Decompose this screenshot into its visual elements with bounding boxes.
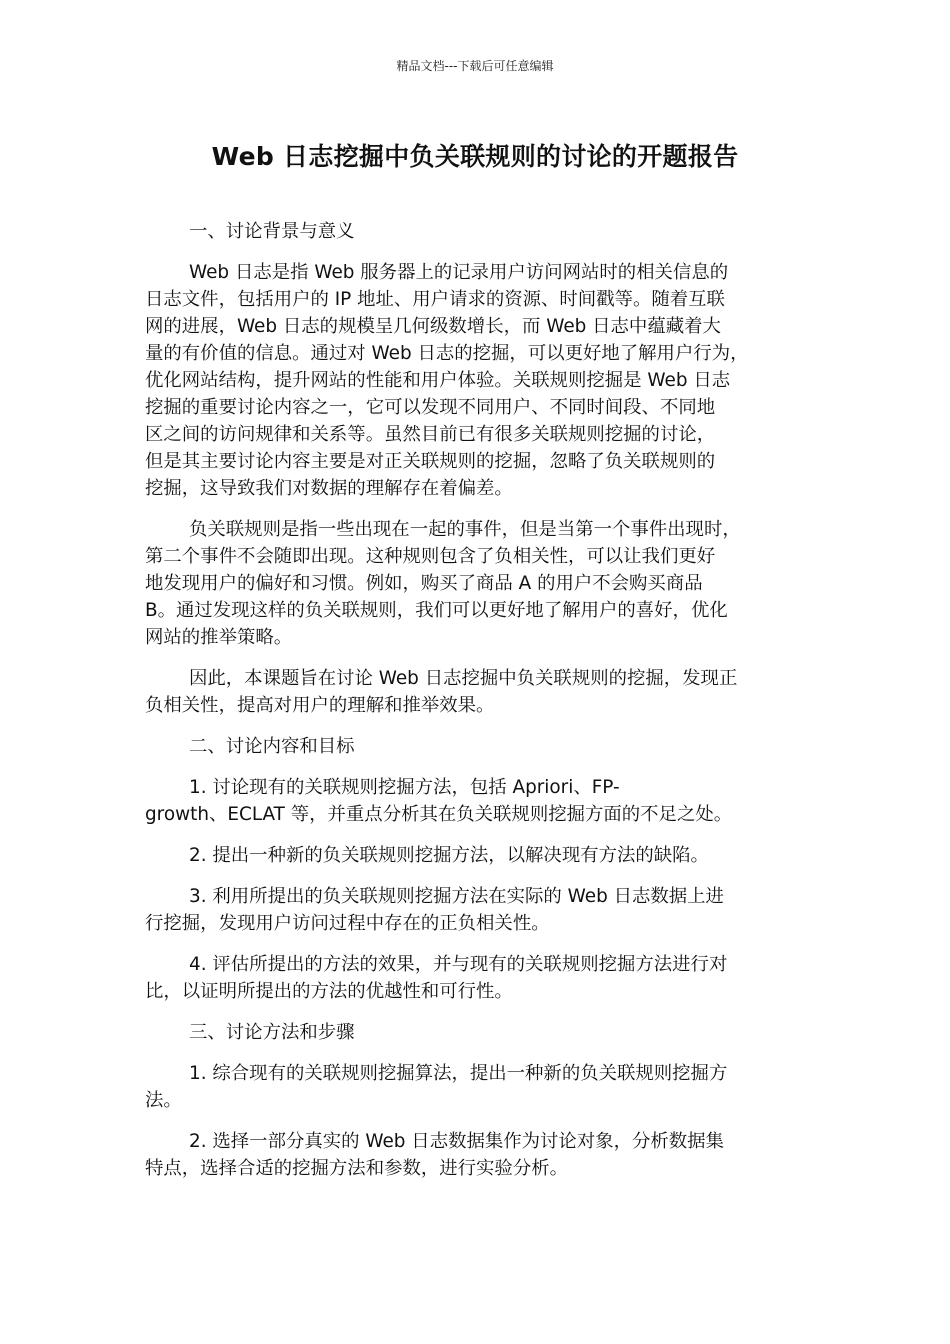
text-line: 3. 利用所提出的负关联规则挖掘方法在实际的 Web 日志数据上进 [189, 886, 724, 907]
text-line: 负相关性，提高对用户的理解和推举效果。 [145, 695, 495, 716]
paragraph [145, 774, 810, 828]
text-line: 量的有价值的信息。通过对 Web 日志的挖掘，可以更好地了解用户行为， [145, 343, 749, 364]
paragraph [145, 259, 810, 502]
text-line: 特点，选择合适的挖掘方法和参数，进行实验分析。 [145, 1158, 568, 1179]
text-line: 比，以证明所提出的方法的优越性和可行性。 [145, 981, 513, 1002]
text-line: 优化网站结构，提升网站的性能和用户体验。关联规则挖掘是 Web 日志 [145, 370, 731, 391]
text-line: 地发现用户的偏好和习惯。例如，购买了商品 A 的用户不会购买商品 [145, 573, 703, 594]
paragraph [145, 1019, 810, 1046]
text-line: 一、讨论背景与意义 [189, 221, 355, 242]
paragraph [145, 665, 810, 719]
text-line: B。通过发现这样的负关联规则，我们可以更好地了解用户的喜好，优化 [145, 600, 728, 621]
text-line: Web 日志是指 Web 服务器上的记录用户访问网站时的相关信息的 [189, 262, 729, 283]
text-line: 负关联规则是指一些出现在一起的事件，但是当第一个事件出现时， [189, 519, 741, 540]
paragraph [145, 1128, 810, 1182]
text-line: 挖掘的重要讨论内容之一，它可以发现不同用户、不同时间段、不同地 [145, 397, 716, 418]
text-line: 法。 [145, 1090, 182, 1111]
paragraph [145, 842, 810, 869]
text-line: 二、讨论内容和目标 [189, 736, 355, 757]
text-line: 但是其主要讨论内容主要是对正关联规则的挖掘，忽略了负关联规则的 [145, 451, 716, 472]
text-line: 2. 提出一种新的负关联规则挖掘方法，以解决现有方法的缺陷。 [189, 845, 709, 866]
text-line: 1. 综合现有的关联规则挖掘算法，提出一种新的负关联规则挖掘方 [189, 1063, 728, 1084]
text-line: 2. 选择一部分真实的 Web 日志数据集作为讨论对象，分析数据集 [189, 1131, 724, 1152]
paragraph [145, 1060, 810, 1114]
text-line: 1. 讨论现有的关联规则挖掘方法，包括 Apriori、FP- [189, 777, 620, 798]
text-line: 区之间的访问规律和关系等。虽然目前已有很多关联规则挖掘的讨论， [145, 424, 716, 445]
document-body [145, 218, 810, 1196]
text-line: 三、讨论方法和步骤 [189, 1022, 355, 1043]
text-line: 第二个事件不会随即出现。这种规则包含了负相关性，可以让我们更好 [145, 546, 716, 567]
paragraph [145, 883, 810, 937]
text-line: growth、ECLAT 等，并重点分析其在负关联规则挖掘方面的不足之处。 [145, 804, 733, 825]
text-line: 网的进展，Web 日志的规模呈几何级数增长，而 Web 日志中蕴藏着大 [145, 316, 721, 337]
paragraph [145, 218, 810, 245]
text-line: 行挖掘，发现用户访问过程中存在的正负相关性。 [145, 913, 550, 934]
document-title: Web 日志挖掘中负关联规则的讨论的开题报告 [211, 142, 739, 171]
text-line: 日志文件，包括用户的 IP 地址、用户请求的资源、时间戳等。随着互联 [145, 289, 725, 310]
paragraph [145, 951, 810, 1005]
paragraph [145, 516, 810, 651]
text-line: 挖掘，这导致我们对数据的理解存在着偏差。 [145, 478, 513, 499]
paragraph [145, 733, 810, 760]
text-line: 4. 评估所提出的方法的效果，并与现有的关联规则挖掘方法进行对 [189, 954, 728, 975]
text-line: 因此，本课题旨在讨论 Web 日志挖掘中负关联规则的挖掘，发现正 [189, 668, 738, 689]
text-line: 网站的推举策略。 [145, 627, 293, 648]
header-note: 精品文档---下载后可任意编辑 [396, 59, 554, 73]
